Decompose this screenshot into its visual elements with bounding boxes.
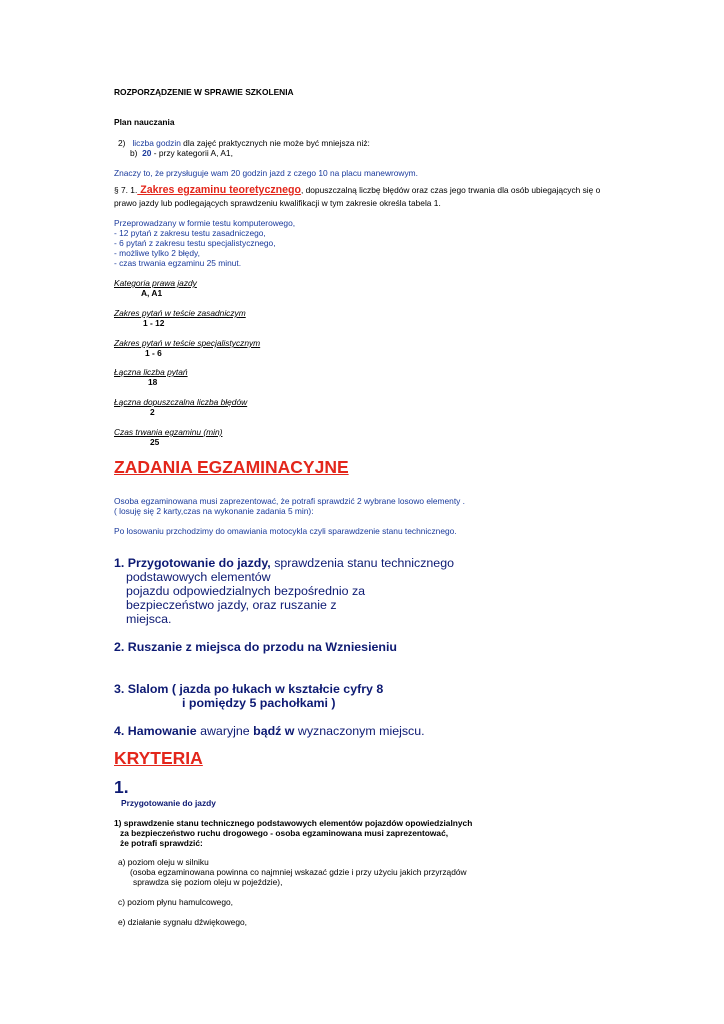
task-1-continuation: pojazdu odpowiedzialnych bezpośrednio za	[126, 584, 366, 598]
task-1-continuation: podstawowych elementów	[126, 570, 271, 584]
task-1-line	[114, 556, 454, 570]
criteria-c-line: c) poziom płynu hamulcowego,	[118, 897, 233, 907]
test-line: - 6 pytań z zakresu testu specjalistycznego,	[114, 238, 276, 248]
task-4-mid: awaryjne	[196, 724, 254, 738]
table-value: 25	[150, 437, 160, 447]
kryteria-number: 1.	[114, 777, 129, 797]
table-value: 1 - 12	[143, 318, 165, 328]
paragraph-7-line1	[114, 185, 600, 195]
criteria-a-line2: (osoba egzaminowana powinna co najmniej wskazać gdzie i przy użyciu jakich przyrządów	[130, 867, 467, 877]
table-value: 2	[150, 407, 155, 417]
table-label: Łączna liczba pytań	[114, 367, 188, 377]
criteria-e-line: e) działanie sygnału dźwiękowego,	[118, 917, 247, 927]
paragraph-7-text: , dopuszczalną liczbę błędów oraz czas jego trwania dla osób ubiegających się o	[300, 185, 601, 195]
test-line: - możliwe tylko 2 błędy,	[114, 248, 200, 258]
task-4-text: wyznaczonym miejscu.	[294, 724, 425, 738]
point-2-number: 2)	[118, 138, 126, 148]
task-1-continuation: miejsca.	[126, 612, 172, 626]
point-2-text: dla zajęć praktycznych nie może być mniejsza niż:	[180, 138, 370, 148]
criteria-line: 1) sprawdzenie stanu technicznego podstawowych elementów pojazdów opowiedzialnych	[114, 818, 473, 828]
criteria-a-line3: sprawdza się poziom oleju w pojeździe),	[133, 877, 283, 887]
liczba-godzin-link[interactable]: liczba godzin	[132, 138, 181, 148]
task-3-line2: i pomiędzy 5 pachołkami )	[182, 696, 336, 710]
criteria-a-line1: a) poziom oleju w silniku	[118, 857, 209, 867]
table-value: A, A1	[141, 288, 163, 298]
table-label: Łączna dopuszczalna liczba błędów	[114, 397, 248, 407]
point-2b	[130, 148, 233, 158]
osoba-line2: ( losuję się 2 karty,czas na wykonanie zadania 5 min):	[114, 506, 314, 516]
zakres-egzaminu-link[interactable]: Zakres egzaminu teoretycznego	[137, 184, 301, 196]
point-2	[118, 138, 370, 148]
criteria-line: że potrafi sprawdzić:	[120, 838, 203, 848]
task-4	[114, 724, 425, 738]
po-losowaniu-paragraph: Po losowaniu przchodzimy do omawiania motocykla czyli sparawdzenie stanu technicznego.	[114, 526, 457, 536]
point-2b-number: 20	[142, 148, 152, 158]
test-line: - 12 pytań z zakresu testu zasadniczego,	[114, 228, 266, 238]
osoba-line1: Osoba egzaminowana musi zaprezentować, że potrafi sprawdzić 2 wybrane losowo elementy .	[114, 496, 465, 506]
table-label: Zakres pytań w teście specjalistycznym	[114, 338, 261, 348]
kryteria-heading: KRYTERIA	[114, 748, 203, 768]
test-line: Przeprowadzany w formie testu komputerowego,	[114, 218, 296, 228]
task-4-bold: bądź w	[253, 724, 295, 738]
znaczy-paragraph: Znaczy to, że przysługuje wam 20 godzin jazd z czego 10 na placu manewrowym.	[114, 168, 418, 178]
task-4-title: 4. Hamowanie	[114, 724, 197, 738]
task-1-title: 1. Przygotowanie do jazdy,	[114, 556, 271, 570]
table-label: Kategoria prawa jazdy	[114, 278, 197, 288]
kryteria-subtitle: Przygotowanie do jazdy	[121, 798, 216, 808]
zadania-heading: ZADANIA EGZAMINACYJNE	[114, 457, 349, 477]
table-value: 1 - 6	[145, 348, 162, 358]
task-1-continuation: bezpieczeństwo jazdy, oraz ruszanie z	[126, 598, 337, 612]
table-label: Czas trwania egzaminu (min)	[114, 427, 223, 437]
paragraph-7-prefix: § 7. 1.	[114, 185, 138, 195]
table-label: Zakres pytań w teście zasadniczym	[114, 308, 246, 318]
paragraph-7-line2: prawo jazdy lub podlegających sprawdzeniu kwalifikacji w tym zakresie określa tabela 1.	[114, 198, 441, 208]
task-2: 2. Ruszanie z miejsca do przodu na Wzniesieniu	[114, 640, 397, 654]
table-value: 18	[148, 377, 158, 387]
plan-heading: Plan nauczania	[114, 117, 175, 127]
point-2b-label: b)	[130, 148, 138, 158]
task-1-text: sprawdzenia stanu technicznego	[270, 556, 454, 570]
point-2b-text: - przy kategorii A, A1,	[151, 148, 233, 158]
document-title: ROZPORZĄDZENIE W SPRAWIE SZKOLENIA	[114, 87, 294, 97]
task-3-line1: 3. Slalom ( jazda po łukach w kształcie cyfry 8	[114, 682, 384, 696]
criteria-line: za bezpieczeństwo ruchu drogowego - osoba egzaminowana musi zaprezentować,	[120, 828, 449, 838]
test-line: - czas trwania egzaminu 25 minut.	[114, 258, 242, 268]
